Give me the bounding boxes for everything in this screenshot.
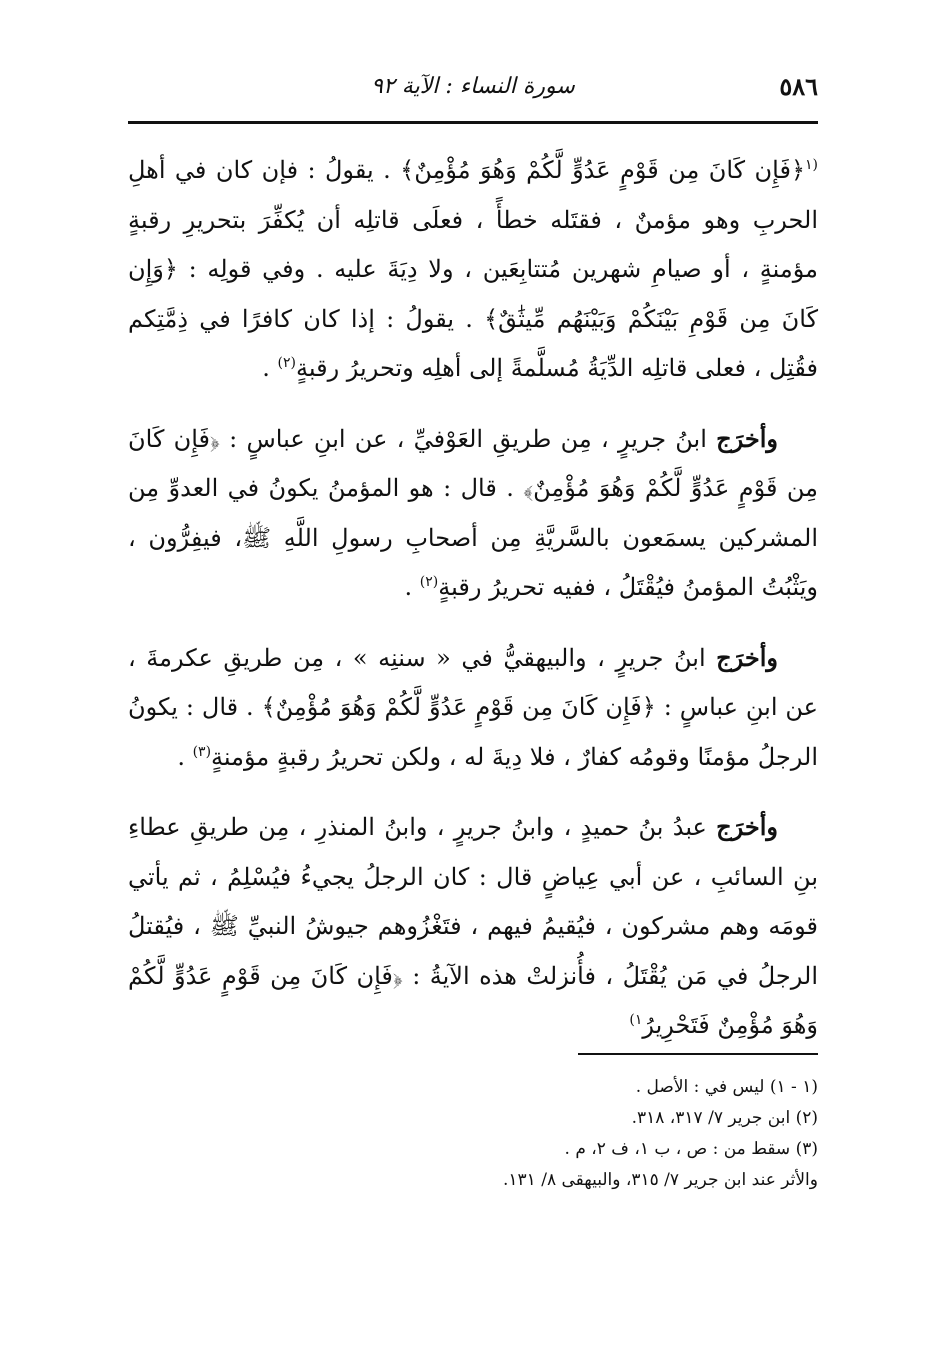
footnote-ref: ١) — [629, 1012, 643, 1028]
paragraph-4 — [128, 802, 818, 1051]
footnote-4: والأثر عند ابن جرير ٧/ ٣١٥، والبيهقى ٨/ ١٣١. — [502, 1170, 818, 1190]
paragraph-end: . — [262, 354, 278, 382]
header-rule — [128, 121, 818, 124]
note-open-marker: (١ — [805, 157, 818, 173]
paragraph-text: عبدُ بنُ حميدٍ ، وابنُ جريرٍ ، وابنُ المنذرِ ، مِن طريقِ عطاءِ بنِ السائبِ ، عن أبي عِياضٍ قال : كان الرجلُ يجيءُ فيُسْلِمُ ، ثم يأتي قومَه وهم مشركون ، فيُقيمُ فيهم ، فتَغْزُوهم جيوشُ النبيِّ ﷺ ، فيُقتلُ الرجلُ في مَن يُقْتَلُ ، فأُنزلتْ هذه الآيةُ : ﴿فَإِن كَانَ مِن قَوْمٍ عَدُوٍّ لَّكُمْ وَهُوَ مُؤْمِنٌ فَتَحْرِيرُ — [128, 813, 818, 1039]
paragraph-lead: وأخرَج — [716, 812, 778, 841]
running-head — [128, 72, 818, 112]
footnote-1: (١ - ١) ليس في : الأصل . — [635, 1077, 818, 1097]
main-text — [128, 146, 818, 1071]
footnote-ref: (٣) — [192, 743, 212, 760]
paragraph-2 — [128, 414, 818, 613]
paragraph-text: ابنُ جريرٍ ، والبيهقيُّ في « سننِه » ، مِن طريقِ عكرمةَ ، عن ابنِ عباسٍ : ﴿فَإِن كَانَ مِن قَوْمٍ عَدُوٍّ لَّكُمْ وَهُوَ مُؤْمِنٌ﴾ . قال : يكونُ الرجلُ مؤمنًا وقومُه كفارٌ ، فلا دِيةَ له ، ولكن تحريرُ رقبةٍ مؤمنةٍ — [128, 643, 818, 771]
paragraph-lead: وأخرَج — [716, 423, 778, 453]
paragraph-end: . — [177, 742, 193, 771]
paragraph-3 — [128, 633, 818, 783]
paragraph-lead: وأخرَج — [716, 642, 778, 672]
paragraph-text: ابنُ جريرٍ ، مِن طريقِ العَوْفيِّ ، عن ابنِ عباسٍ : ﴿فَإِن كَانَ مِن قَوْمٍ عَدُوٍّ لَّكُمْ وَهُوَ مُؤْمِنٌ﴾ . قال : هو المؤمنُ يكونُ في العدوِّ مِن المشركين يسمَعون بالسَّريَّةِ مِن أصحابِ رسولِ اللَّهِ ﷺ، فيفِرُّون ، ويَثْبُتُ المؤمنُ فيُقْتَلُ ، ففيه تحريرُ رقبةٍ — [128, 424, 818, 601]
page-number: ٥٨٦ — [779, 72, 818, 101]
footnote-rule — [578, 1053, 818, 1055]
paragraph-text: ﴿فَإِن كَانَ مِن قَوْمٍ عَدُوٍّ لَّكُمْ وَهُوَ مُؤْمِنٌ﴾ . يقولُ : فإن كان في أهلِ الحربِ وهو مؤمنٌ ، فقتَله خطأً ، فعلَى قاتلِه أن يُكفِّرَ بتحريرِ رقبةٍ مؤمنةٍ ، أو صيامِ شهرين مُتتابِعَين ، ولا دِيَةَ عليه . وفي قولِه : ﴿وَإِن كَانَ مِن قَوْمِ بَيْنَكُمْ وَبَيْنَهُم مِّيثَٰقٌ﴾ . يقولُ : إذا كان كافرًا في ذِمَّتِكم فقُتِل ، فعلى قاتلِه الدِّيَةُ مُسلَّمةً إلى أهلِه وتحريرُ رقبةٍ — [128, 156, 818, 382]
footnote-ref: (٢) — [277, 355, 296, 371]
footnotes — [128, 1072, 818, 1196]
footnote-2: (٢) ابن جرير ٧/ ٣١٧، ٣١٨. — [631, 1108, 818, 1128]
footnote-ref: (٢) — [419, 574, 439, 590]
paragraph-end: . — [404, 573, 420, 601]
paragraph-1 — [128, 146, 818, 394]
footnote-3: (٣) سقط من : ص ، ب ١، ف ٢، م . — [564, 1139, 818, 1159]
header-title: سورة النساء : الآية ٩٢ — [371, 74, 575, 99]
